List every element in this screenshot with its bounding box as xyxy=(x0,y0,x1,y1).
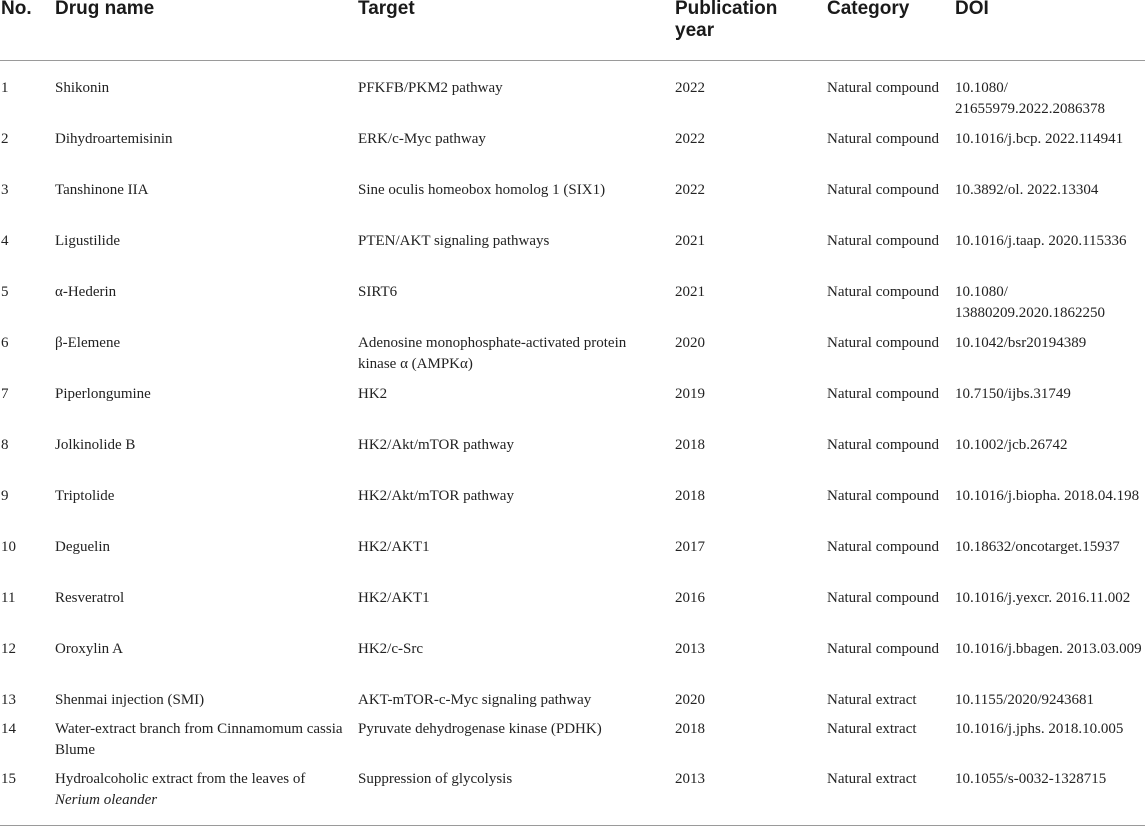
cell-drug: Ligustilide xyxy=(55,233,120,249)
cell-category: Natural compound xyxy=(827,488,940,504)
cell-drug: Oroxylin A xyxy=(55,641,123,657)
header-no: No. xyxy=(1,0,32,19)
cell-doi: 10.1016/j.biopha. 2018.04.198 xyxy=(955,488,1140,504)
cell-year: 2019 xyxy=(675,386,705,402)
cell-doi: 10.1080/ 21655979.2022.2086378 xyxy=(955,80,1105,117)
cell-no: 3 xyxy=(1,182,9,198)
cell-target: HK2 xyxy=(358,386,388,402)
cell-year: 2018 xyxy=(675,488,705,504)
cell-drug: Shikonin xyxy=(55,80,110,96)
cell-drug: β-Elemene xyxy=(55,335,121,351)
cell-doi: 10.1016/j.bbagen. 2013.03.009 xyxy=(955,641,1142,657)
cell-year: 2017 xyxy=(675,539,705,555)
cell-doi: 10.1055/s-0032-1328715 xyxy=(955,771,1107,787)
cell-target: HK2/c-Src xyxy=(358,641,423,657)
cell-category: Natural compound xyxy=(827,182,940,198)
cell-target: HK2/AKT1 xyxy=(358,590,430,606)
cell-no: 2 xyxy=(1,131,9,147)
cell-no: 6 xyxy=(1,335,9,351)
cell-category: Natural compound xyxy=(827,131,940,147)
cell-year: 2018 xyxy=(675,721,705,737)
cell-doi: 10.1016/j.taap. 2020.115336 xyxy=(955,233,1127,249)
cell-doi: 10.1155/2020/9243681 xyxy=(955,692,1095,708)
cell-year: 2018 xyxy=(675,437,705,453)
cell-no: 8 xyxy=(1,437,9,453)
cell-drug-species: Nerium oleander xyxy=(55,792,158,808)
cell-category: Natural compound xyxy=(827,233,940,249)
cell-no: 14 xyxy=(1,721,16,737)
cell-target: ERK/c-Myc pathway xyxy=(358,131,486,147)
bottom-rule xyxy=(0,825,1145,826)
cell-no: 1 xyxy=(1,80,9,96)
cell-no: 7 xyxy=(1,386,9,402)
cell-no: 4 xyxy=(1,233,9,249)
cell-doi: 10.1016/j.yexcr. 2016.11.002 xyxy=(955,590,1131,606)
cell-doi: 10.1016/j.bcp. 2022.114941 xyxy=(955,131,1124,147)
cell-target: HK2/Akt/mTOR pathway xyxy=(358,437,514,453)
cell-category: Natural compound xyxy=(827,335,940,351)
cell-target: HK2/AKT1 xyxy=(358,539,430,555)
cell-category: Natural compound xyxy=(827,437,940,453)
cell-target: AKT-mTOR-c-Myc signaling pathway xyxy=(358,692,592,708)
cell-no: 9 xyxy=(1,488,9,504)
table-header xyxy=(0,0,1145,61)
cell-target: HK2/Akt/mTOR pathway xyxy=(358,488,514,504)
cell-doi: 10.1042/bsr20194389 xyxy=(955,335,1087,351)
cell-no: 11 xyxy=(1,590,16,606)
header-category: Category xyxy=(827,0,910,19)
cell-category: Natural compound xyxy=(827,539,940,555)
cell-doi: 10.7150/ijbs.31749 xyxy=(955,386,1071,402)
cell-drug: Jolkinolide B xyxy=(55,437,136,453)
cell-drug: Triptolide xyxy=(55,488,115,504)
cell-year: 2022 xyxy=(675,182,705,198)
cell-drug: Piperlongumine xyxy=(55,386,151,402)
cell-category: Natural compound xyxy=(827,590,940,606)
cell-doi: 10.1016/j.jphs. 2018.10.005 xyxy=(955,721,1124,737)
cell-target: PTEN/AKT signaling pathways xyxy=(358,233,550,249)
cell-drug: Water-extract branch from Cinnamomum cassia Blume xyxy=(55,721,343,758)
cell-no: 10 xyxy=(1,539,16,555)
header-target: Target xyxy=(358,0,415,19)
cell-no: 15 xyxy=(1,771,16,787)
cell-drug: Resveratrol xyxy=(55,590,125,606)
header-doi: DOI xyxy=(955,0,989,19)
cell-drug: Shenmai injection (SMI) xyxy=(55,692,205,708)
cell-drug: Dihydroartemisinin xyxy=(55,131,173,147)
cell-category: Natural extract xyxy=(827,692,917,708)
cell-no: 13 xyxy=(1,692,16,708)
cell-doi: 10.18632/oncotarget.15937 xyxy=(955,539,1120,555)
cell-category: Natural extract xyxy=(827,721,917,737)
cell-drug-text: Hydroalcoholic extract from the leaves of xyxy=(55,771,306,787)
cell-target: Adenosine monophosphate-activated protein kinase α (AMPKα) xyxy=(358,335,627,372)
cell-year: 2022 xyxy=(675,131,705,147)
cell-drug: α-Hederin xyxy=(55,284,117,300)
cell-category: Natural compound xyxy=(827,386,940,402)
cell-year: 2013 xyxy=(675,771,705,787)
header-year-line2: year xyxy=(675,20,715,41)
cell-year: 2022 xyxy=(675,80,705,96)
cell-year: 2020 xyxy=(675,335,705,351)
cell-target: SIRT6 xyxy=(358,284,398,300)
header-publication-year xyxy=(675,0,815,42)
cell-category: Natural compound xyxy=(827,284,940,300)
cell-doi: 10.3892/ol. 2022.13304 xyxy=(955,182,1099,198)
header-year-line1: Publication xyxy=(675,0,778,19)
cell-target: Pyruvate dehydrogenase kinase (PDHK) xyxy=(358,721,602,737)
cell-target: Suppression of glycolysis xyxy=(358,771,513,787)
cell-category: Natural compound xyxy=(827,80,940,96)
cell-target: Sine oculis homeobox homolog 1 (SIX1) xyxy=(358,182,606,198)
cell-year: 2021 xyxy=(675,284,705,300)
header-drug-name: Drug name xyxy=(55,0,155,19)
cell-no: 12 xyxy=(1,641,16,657)
cell-drug xyxy=(55,769,345,811)
cell-year: 2013 xyxy=(675,641,705,657)
cell-drug: Deguelin xyxy=(55,539,110,555)
cell-year: 2021 xyxy=(675,233,705,249)
cell-no: 5 xyxy=(1,284,9,300)
cell-category: Natural extract xyxy=(827,771,917,787)
cell-year: 2020 xyxy=(675,692,705,708)
cell-doi: 10.1080/ 13880209.2020.1862250 xyxy=(955,284,1105,321)
cell-doi: 10.1002/jcb.26742 xyxy=(955,437,1068,453)
cell-target: PFKFB/PKM2 pathway xyxy=(358,80,503,96)
cell-drug: Tanshinone IIA xyxy=(55,182,149,198)
cell-category: Natural compound xyxy=(827,641,940,657)
cell-year: 2016 xyxy=(675,590,705,606)
